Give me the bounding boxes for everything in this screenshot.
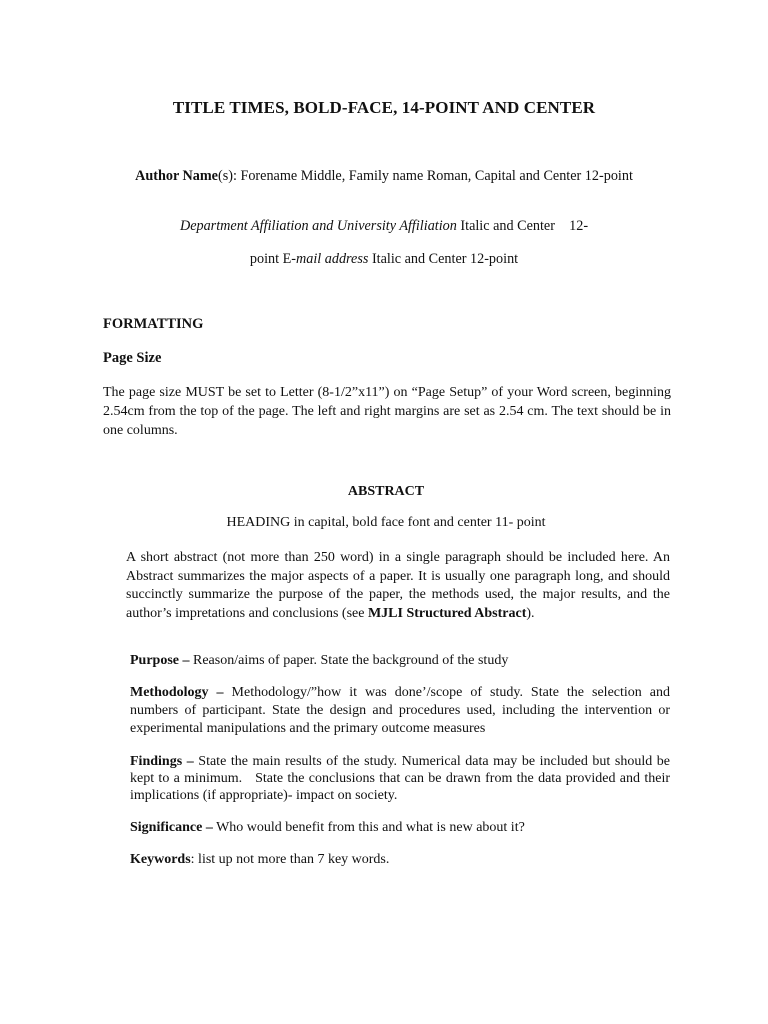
findings-label: Findings – [130, 754, 194, 769]
abstract-bold-ref: MJLI Structured Abstract [367, 605, 527, 621]
keywords-label: Keywords [130, 852, 191, 867]
abstract-heading: ABSTRACT [347, 484, 425, 499]
keywords-text: : list up not more than 7 key words. [190, 852, 390, 867]
abstract-end: ). [526, 605, 535, 621]
author-line [0, 167, 768, 185]
abstract-paragraph [126, 549, 670, 623]
abstract-subheading: HEADING in capital, bold face font and center 11- point [226, 515, 546, 530]
significance-label: Significance – [130, 820, 213, 835]
significance-text: Who would benefit from this and what is new about it? [212, 820, 525, 835]
email-suffix: Italic and Center 12-point [368, 251, 519, 267]
methodology-item [130, 684, 670, 738]
formatting-heading: FORMATTING [103, 316, 204, 332]
page-size-subheading: Page Size [103, 350, 162, 366]
keywords-item [130, 851, 670, 869]
purpose-item [130, 652, 670, 670]
purpose-label: Purpose – [130, 653, 190, 668]
author-label: Author Name [135, 168, 218, 184]
findings-text: State the main results of the study. Numerical data may be included but should be kept to a minimum. State the conclusions that can be drawn from the data provided and their implications (if appropriate)- impact on society. [130, 754, 674, 803]
affiliation-line [0, 218, 768, 235]
email-italic: mail address [296, 251, 369, 267]
author-text: (s): Forename Middle, Family name Roman, Capital and Center 12-point [217, 168, 633, 184]
significance-item [130, 819, 670, 837]
page-size-paragraph: The page size MUST be set to Letter (8-1/2”x11”) on “Page Setup” of your Word screen, beginning 2.54cm from the top of the page. The left and right margins are set as 2.54 cm. The text should be in one columns. [103, 385, 671, 438]
methodology-label: Methodology – [130, 685, 224, 700]
email-prefix: point E- [249, 251, 296, 267]
purpose-text: Reason/aims of paper. State the background of the study [189, 653, 509, 668]
paper-title: TITLE TIMES, BOLD-FACE, 14-POINT AND CENTER [172, 98, 596, 117]
methodology-text: Methodology/”how it was done’/scope of study. State the selection and numbers of participant. State the design and procedures used, including the intervention or experimental manipulations and the primary outcome measures [130, 685, 670, 736]
abstract-text: A short abstract (not more than 250 word) in a single paragraph should be included here. An Abstract summarizes the major aspects of a paper. It is usually one paragraph long, and should succinctly summarize the purpose of the paper, the methods used, the major results, and the author’s impretations and conclusions (see [126, 550, 670, 621]
affiliation-italic: Department Affiliation and University Affiliation [179, 218, 457, 234]
affiliation-plain: Italic and Center 12- [456, 218, 589, 234]
email-line [0, 251, 768, 268]
findings-item [130, 753, 674, 804]
